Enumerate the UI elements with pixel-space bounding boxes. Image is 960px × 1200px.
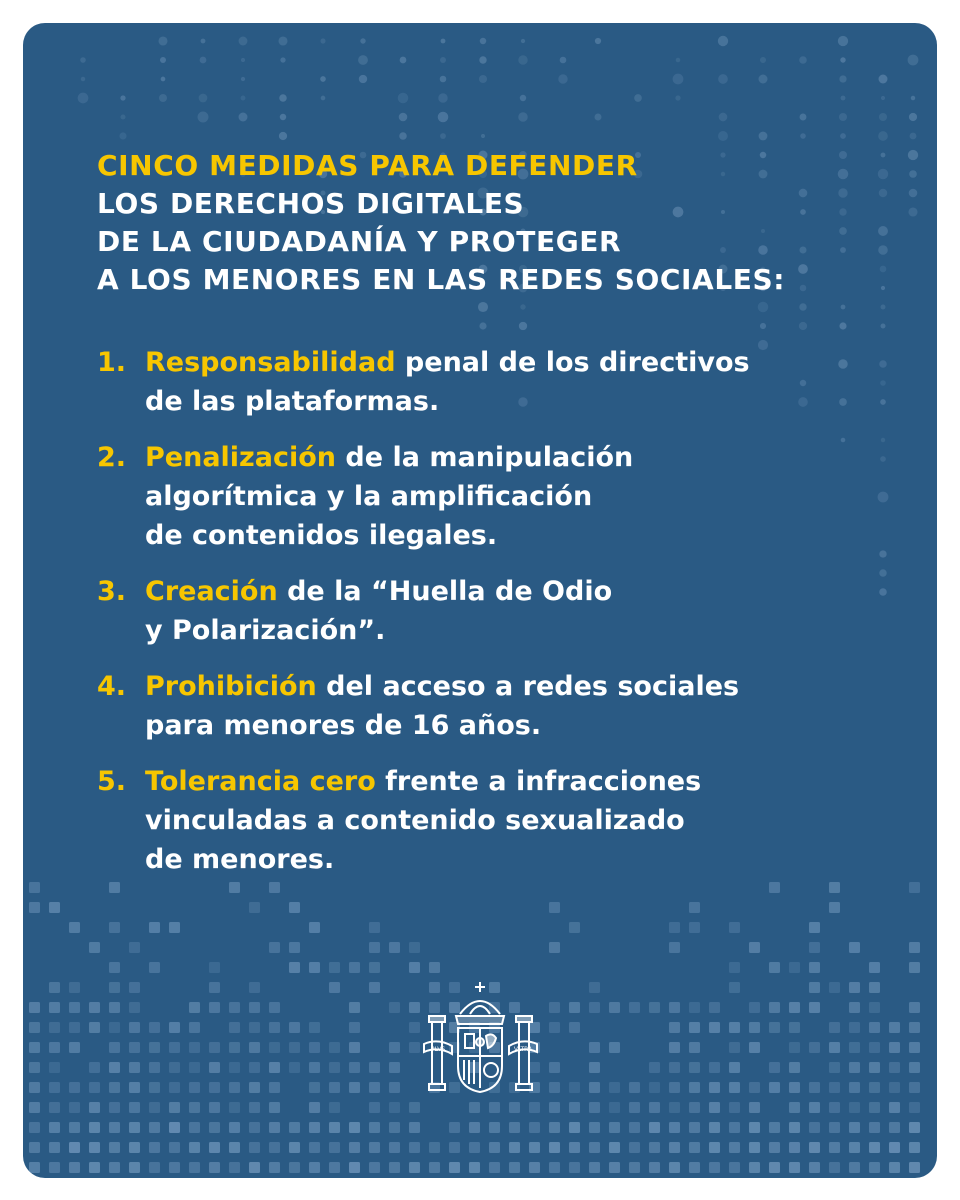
measure-keyword: Tolerancia cero bbox=[145, 766, 376, 797]
measure-number: 5. bbox=[97, 766, 127, 797]
title-line-1: LOS DERECHOS DIGITALES bbox=[97, 187, 525, 220]
title bbox=[97, 147, 785, 299]
title-highlight: CINCO MEDIDAS PARA DEFENDER bbox=[97, 149, 638, 182]
measure-text: de la “Huella de Odio bbox=[277, 576, 613, 607]
measure-number: 1. bbox=[97, 347, 127, 378]
measures-list bbox=[97, 343, 837, 896]
measure-number: 4. bbox=[97, 671, 127, 702]
measure-item bbox=[97, 343, 837, 421]
measure-item bbox=[97, 762, 837, 879]
measure-text-cont: vinculadas a contenido sexualizado bbox=[145, 805, 685, 836]
measure-keyword: Prohibición bbox=[145, 671, 317, 702]
measure-text-cont: para menores de 16 años. bbox=[145, 710, 542, 741]
title-line-3: A LOS MENORES EN LAS REDES SOCIALES: bbox=[97, 263, 786, 296]
measure-text-cont: de las plataformas. bbox=[145, 386, 440, 417]
measure-text-cont: de contenidos ilegales. bbox=[145, 520, 498, 551]
spain-coat-of-arms-icon bbox=[418, 976, 543, 1100]
measure-text: de la manipulación bbox=[336, 442, 634, 473]
measure-item bbox=[97, 438, 837, 555]
info-card bbox=[23, 23, 937, 1178]
measure-text: frente a infracciones bbox=[375, 766, 702, 797]
measure-keyword: Penalización bbox=[145, 442, 337, 473]
measure-text-cont: y Polarización”. bbox=[145, 615, 386, 646]
measure-text: del acceso a redes sociales bbox=[316, 671, 740, 702]
emblem-motto-right: VLTRA bbox=[513, 1046, 533, 1053]
emblem-motto-left: PLVS bbox=[430, 1046, 446, 1053]
measure-keyword: Responsabilidad bbox=[145, 347, 396, 378]
measure-item bbox=[97, 572, 837, 650]
measure-text: penal de los directivos bbox=[395, 347, 750, 378]
measure-number: 2. bbox=[97, 442, 127, 473]
measure-number: 3. bbox=[97, 576, 127, 607]
measure-item bbox=[97, 667, 837, 745]
title-line-2: DE LA CIUDADANÍA Y PROTEGER bbox=[97, 225, 622, 258]
measure-keyword: Creación bbox=[145, 576, 278, 607]
measure-text-cont: de menores. bbox=[145, 844, 335, 875]
measure-text-cont: algorítmica y la amplificación bbox=[145, 481, 593, 512]
